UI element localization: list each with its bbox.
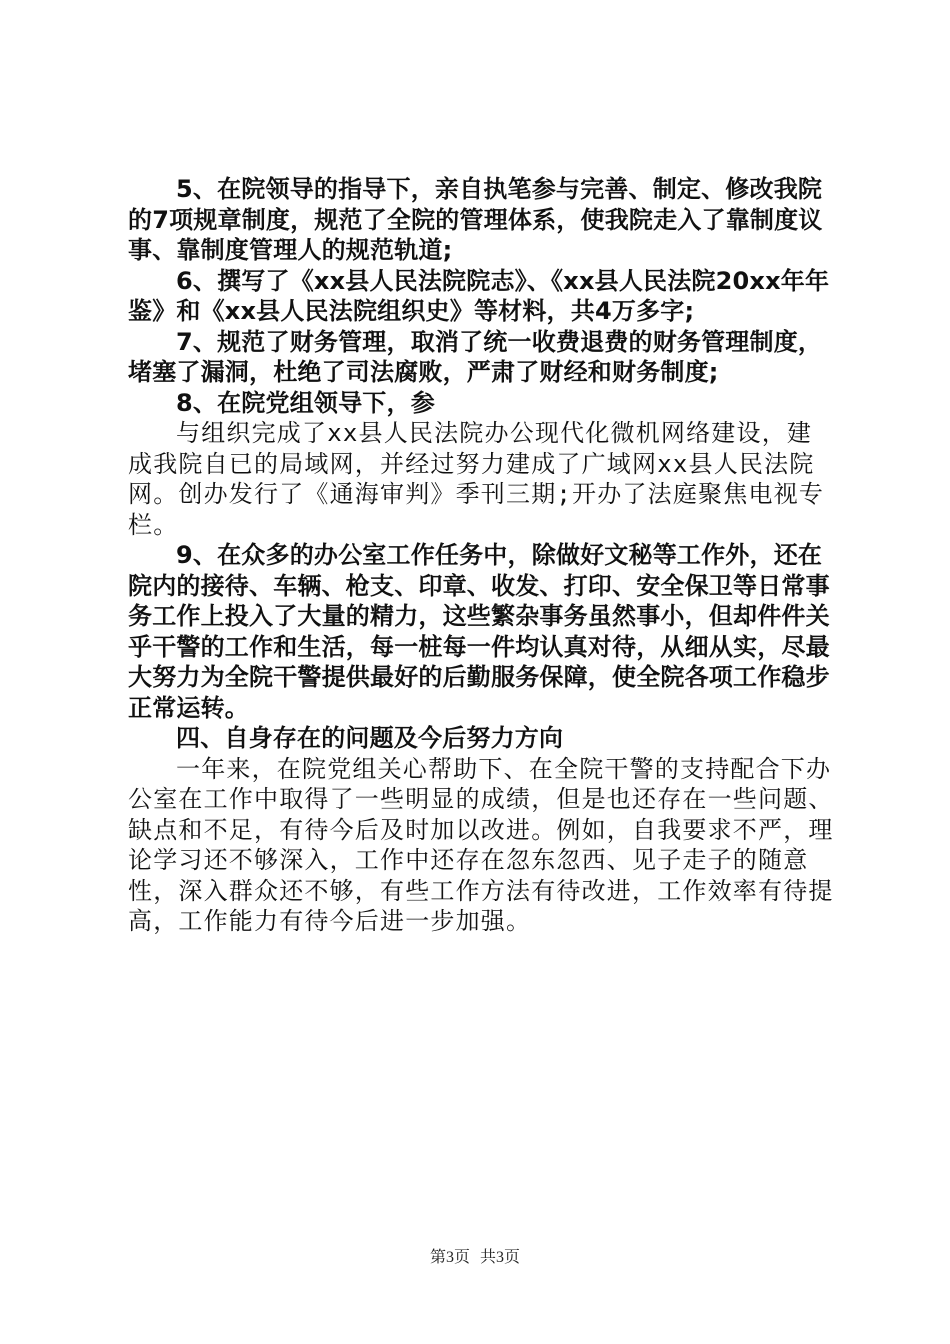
- paragraph-item-8: 8、在院党组领导下，参: [176, 388, 435, 417]
- paragraph-item-6: 6、撰写了《xx县人民法院院志》、《xx县人民法院20xx年年鉴》和《xx县人民法院组织史》等材料，共4万多字;: [128, 266, 830, 325]
- paragraph-item-8-continued: 与组织完成了xx县人民法院办公现代化微机网络建设，建成我院自已的局域网，并经过努力建成了广域网xx县人民法院网。创办发行了《通海审判》季刊三期;开办了法庭聚焦电视专栏。: [128, 419, 825, 539]
- paragraph-item-9: 9、在众多的办公室工作任务中，除做好文秘等工作外，还在院内的接待、车辆、枪支、印章、收发、打印、安全保卫等日常事务工作上投入了大量的精力，这些繁杂事务虽然事小，但却件件关乎干警的工作和生活，每一桩每一件均认真对待，从细从实，尽最大努力为全院干警提供最好的后勤服务保障，使全院各项工作稳步正常运转。: [128, 541, 830, 722]
- page-number: 第3页: [429, 1249, 470, 1266]
- paragraph-summary: 一年来，在院党组关心帮助下、在全院干警的支持配合下办公室在工作中取得了一些明显的成绩，但是也还存在一些问题、缺点和不足，有待今后及时加以改进。例如，自我要求不严，理论学习还不够深入，工作中还存在忽东忽西、见子走子的随意性，深入群众还不够，有些工作方法有待改进，工作效率有待提高，工作能力有待今后进一步加强。: [128, 754, 834, 935]
- section-heading-4: 四、自身存在的问题及今后努力方向: [176, 724, 564, 752]
- page-total: 共3页: [480, 1249, 521, 1266]
- paragraph-item-5: 5、在院领导的指导下，亲自执笔参与完善、制定、修改我院的7项规章制度，规范了全院的管理体系，使我院走入了靠制度议事、靠制度管理人的规范轨道;: [128, 175, 823, 264]
- document-body: [128, 174, 836, 937]
- paragraph-item-7: 7、规范了财务管理，取消了统一收费退费的财务管理制度，堵塞了漏洞，杜绝了司法腐败，严肃了财经和财务制度;: [128, 327, 823, 386]
- page-footer: [0, 1244, 950, 1267]
